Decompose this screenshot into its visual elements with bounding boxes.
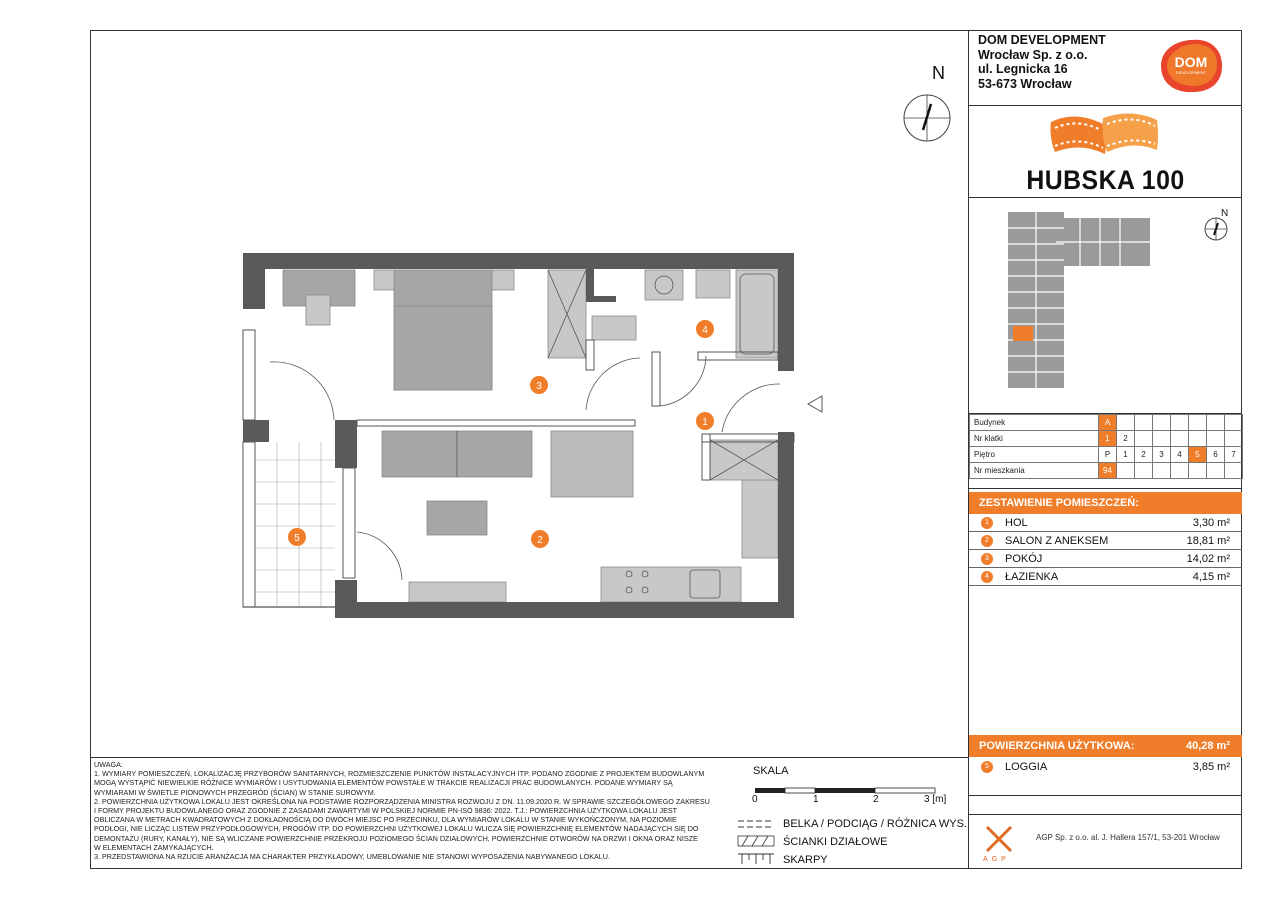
scale-tick: 1: [813, 794, 819, 805]
legend-item: ŚCIANKI DZIAŁOWE: [783, 836, 888, 848]
notes-line: DEMONTAŻU (RURY, KANAŁY), NIE SĄ WLICZANE POWIERZCHNIE PRZEKROJU POZIOMEGO ŚCIAN DZIAŁOWYCH, POWIERZCHNIE OTWORÓW NA DRZWI I OKNA ORAZ NISZE: [94, 833, 698, 843]
notes-line: 2. POWIERZCHNIA UŻYTKOWA LOKALU JEST OKREŚLONA NA PODSTAWIE ROZPORZĄDZENIA MINISTRA ROZWOJU Z DN. 11.09.2020 R. W SPRAWIE SZCZEGÓŁOWEGO ZAKRESU: [94, 796, 710, 806]
scale-tick: 2: [873, 794, 879, 805]
legend-symbols: [736, 818, 776, 866]
floor-value: 6: [1207, 447, 1225, 463]
apartment-label: Nr mieszkania: [970, 463, 1099, 479]
room-area: 3,30 m²: [1192, 517, 1230, 529]
usable-area-label: POWIERZCHNIA UŻYTKOWA:: [979, 740, 1135, 752]
building-value: A: [1099, 415, 1117, 431]
floor-value: 7: [1225, 447, 1243, 463]
room-row: [969, 514, 1242, 532]
mini-north-label: N: [1221, 208, 1229, 219]
floor-value: 1: [1117, 447, 1135, 463]
sidebar-separator: [969, 795, 1242, 796]
stair-value: 2: [1117, 431, 1135, 447]
notes-line: WYMIARAMI W ŚWIETLE PIONOWYCH PRZEGRÓD (ŚCIAN) W STANIE SUROWYM.: [94, 787, 376, 797]
agp-logo-text: AGP: [983, 856, 1010, 863]
apartment-info-table: [969, 414, 1243, 479]
floor-value-selected: 5: [1189, 447, 1207, 463]
compass-icon: [901, 92, 953, 144]
developer-line: ul. Legnicka 16: [978, 62, 1068, 76]
floor-value: 4: [1171, 447, 1189, 463]
hatched-wall-icon: [738, 836, 774, 846]
developer-line: DOM DEVELOPMENT: [978, 33, 1106, 47]
floor-value: P: [1099, 447, 1117, 463]
notes-line: 1. WYMIARY POMIESZCZEŃ, LOKALIZACJĘ PRZYBORÓW SANITARNYCH, ROZMIESZCZENIE PUNKTÓW INSTALACYJNYCH ITP. PODANO ZGODNIE Z PROJEKTEM BUDOWLANYM: [94, 769, 705, 779]
floor-value: 2: [1135, 447, 1153, 463]
sidebar-separator: [969, 814, 1242, 815]
usable-area-bar: [969, 735, 1242, 757]
room-row: [969, 532, 1242, 550]
sidebar-separator: [969, 197, 1242, 198]
agp-logo-icon: [984, 824, 1014, 854]
room-area: 18,81 m²: [1186, 535, 1230, 547]
mini-compass-icon: [1203, 216, 1229, 242]
room-row: [969, 568, 1242, 586]
logo-subtext: DEVELOPMENT: [1175, 70, 1207, 75]
footer-divider: [90, 757, 969, 758]
room-badge-4-text: 4: [702, 325, 708, 336]
project-name: HUBSKA 100: [1026, 165, 1185, 195]
room-badge-1-text: 1: [702, 417, 708, 428]
room-number-badge: 1: [981, 517, 993, 529]
developer-logo: [1155, 36, 1227, 96]
room-area: 3,85 m²: [1192, 761, 1230, 773]
developer-line: 53-673 Wrocław: [978, 76, 1072, 91]
floor-plan: [230, 245, 830, 630]
logo-text: DOM: [1174, 54, 1208, 70]
notes-line: PODŁOGI, NIE LICZĄC LISTEW PRZYPODŁOGOWYCH, PROGÓW ITP. DO POWIERZCHNI UŻYTKOWEJ LOKALU WLICZA SIĘ POWIERZCHNIĘ ELEMENTÓW NADAJĄCYCH SIĘ DO: [94, 824, 699, 834]
apartment-value: 94: [1099, 463, 1117, 479]
sidebar-separator: [969, 105, 1242, 106]
notes-line: OBLICZANA W METRACH KWADRATOWYCH Z DOKŁADNOŚCIĄ DO DWÓCH MIEJSC PO PRZECINKU, DLA WYMIARÓW LOKALU W STANIE WYKOŃCZONYM, NA POZIOMIE: [94, 815, 677, 825]
developer-line: Wrocław Sp. z o.o.: [978, 47, 1088, 62]
sidebar-separator: [969, 488, 1242, 489]
room-name: HOL: [1005, 517, 1028, 529]
stair-row: [970, 431, 1243, 447]
legend-item: SKARPY: [783, 854, 828, 866]
room-badge-5-text: 5: [294, 533, 300, 544]
legend-item: BELKA / PODCIĄG / RÓŻNICA WYS.: [783, 818, 967, 830]
notes-line: W ELEMENTACH ZAMYKAJĄCYCH.: [94, 842, 214, 852]
north-label: N: [932, 63, 945, 83]
room-badge-3-text: 3: [536, 381, 542, 392]
building-label: Budynek: [970, 415, 1099, 431]
room-number-badge: 2: [981, 535, 993, 547]
room-area: 14,02 m²: [1186, 553, 1230, 565]
room-badge-2-text: 2: [537, 535, 543, 546]
loggia-row: [969, 758, 1242, 776]
room-row: [969, 550, 1242, 568]
room-name: SALON Z ANEKSEM: [1005, 535, 1109, 547]
scale-bar: [752, 786, 940, 796]
usable-area-value: 40,28 m²: [1185, 740, 1230, 752]
room-number-badge: 3: [981, 553, 993, 565]
room-number-badge: 5: [981, 761, 993, 773]
floor-row: [970, 447, 1243, 463]
floor-label: Piętro: [970, 447, 1099, 463]
room-number-badge: 4: [981, 571, 993, 583]
building-row: [970, 415, 1243, 431]
notes-block: [94, 760, 724, 861]
room-name: LOGGIA: [1005, 761, 1048, 773]
room-area: 4,15 m²: [1192, 571, 1230, 583]
notes-title: UWAGA:: [94, 760, 123, 769]
film-strip-graphic: [1045, 108, 1165, 160]
architect-address: AGP Sp. z o.o. al. J. Hallera 157/1, 53-201 Wrocław: [1036, 833, 1220, 842]
apartment-row: [970, 463, 1243, 479]
rooms-header: ZESTAWIENIE POMIESZCZEŃ:: [969, 492, 1242, 514]
room-name: ŁAZIENKA: [1005, 571, 1059, 583]
notes-line: I FORMY PROJEKTU BUDOWLANEGO ORAZ ZGODNIE Z ZASADAMI ZAWARTYMI W POLSKIEJ NORMIE PN-ISO 9836: 2022. T.J.: POWIERZCHNIA UŻYTKOWA LOKALU JEST: [94, 806, 678, 816]
slope-symbol-icon: [738, 854, 774, 864]
developer-address: [978, 33, 1106, 91]
notes-line: 3. PRZEDSTAWIONA NA RZUCIE ARANŻACJA MA CHARAKTER PRZYKŁADOWY, UMEBLOWANIE NIE STANOWI WYPOSAŻENIA NABYWANEGO LOKALU.: [94, 852, 610, 862]
floor-value: 3: [1153, 447, 1171, 463]
stair-value: 1: [1099, 431, 1117, 447]
scale-tick: 3 [m]: [924, 794, 947, 805]
notes-line: MOGĄ WYSTĄPIĆ NIEWIELKIE RÓŻNICE WYMIARÓW I USYTUOWANIA ELEMENTÓW POWSTAŁE W TRAKCIE REALIZACJI PRAC BUDOWLANYCH. PODANE WYMIARY SĄ: [94, 778, 673, 788]
room-name: POKÓJ: [1005, 553, 1043, 565]
scale-label: SKALA: [753, 765, 789, 777]
stair-label: Nr klatki: [970, 431, 1099, 447]
building-key-plan: [1000, 208, 1160, 398]
scale-tick: 0: [752, 794, 758, 805]
